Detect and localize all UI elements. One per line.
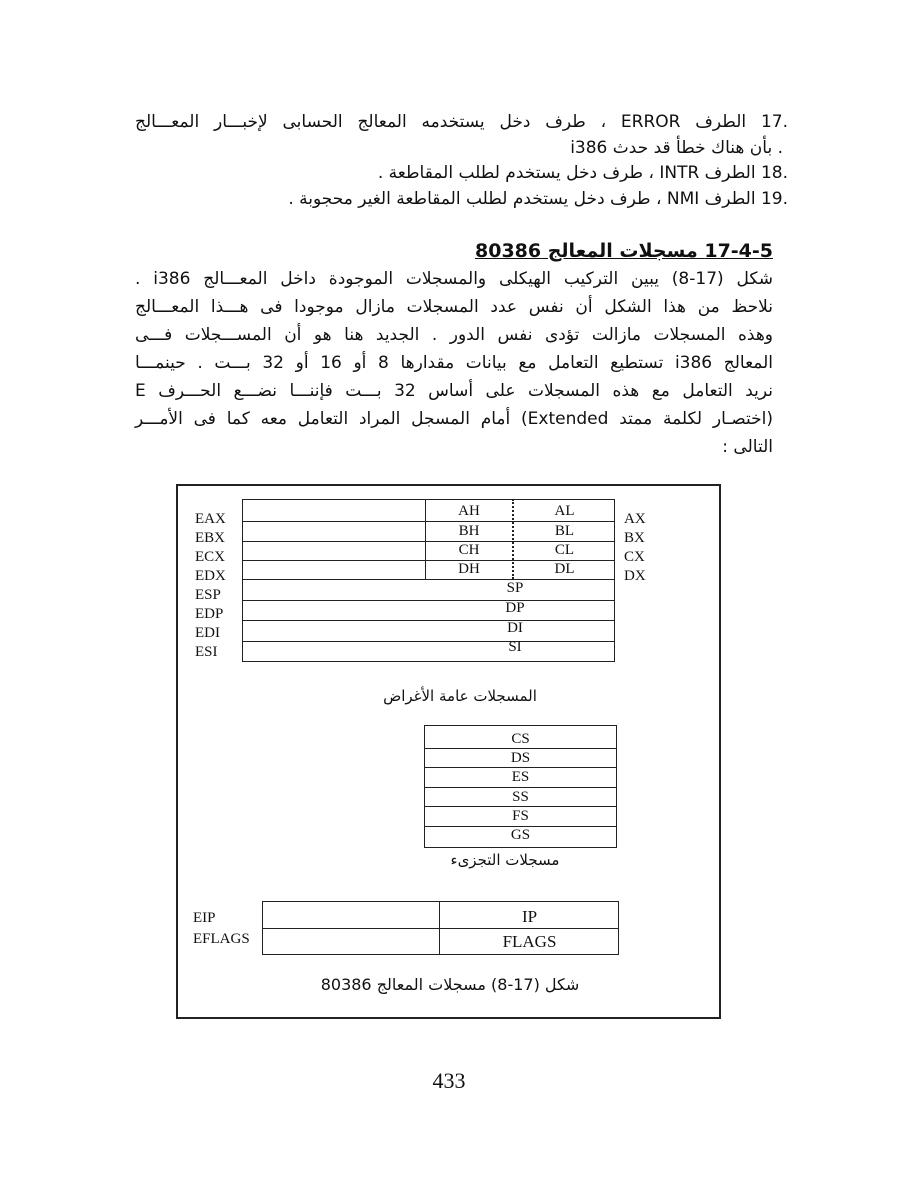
cell-cl: CL	[554, 542, 575, 558]
cell-bh: BH	[458, 523, 480, 539]
cell-bl: BL	[554, 523, 575, 539]
ip-flags-row-line	[262, 928, 619, 929]
paragraph-line: التالى :	[722, 437, 773, 457]
reg-label-edi: EDI	[195, 625, 220, 641]
reg-label-edp: EDP	[195, 606, 224, 622]
reg-label-esi: ESI	[195, 644, 218, 660]
reg-label-eax: EAX	[195, 511, 226, 527]
reg-label-dx: DX	[624, 568, 646, 584]
figure-caption: شكل (17-8) مسجلات المعالج 80386	[320, 975, 580, 994]
paragraph-line: وهذه المسجلات مازالت تؤدى نفس الدور . الجديد هنا هو أن المســـجلات فـــى	[135, 325, 773, 345]
cell-dl: DL	[554, 561, 575, 577]
reg-label-edx: EDX	[195, 568, 226, 584]
cell-dh: DH	[458, 561, 480, 577]
seg-row-line	[424, 787, 617, 788]
segment-registers-caption: مسجلات التجزىء	[450, 851, 560, 869]
list-item-17-line1: .17 الطرف ERROR ، طرف دخل يستخدمه المعالج الحسابى لإخبـــار المعـــالج	[135, 112, 788, 132]
reg-label-bx: BX	[624, 530, 645, 546]
cell-al: AL	[554, 503, 575, 519]
cell-cs: CS	[511, 731, 530, 747]
list-item-19: .19 الطرف NMI ، طرف دخل يستخدم لطلب المقاطعة الغير محجوبة .	[288, 189, 788, 209]
cell-sp: SP	[506, 580, 524, 596]
paragraph-line: نريد التعامل مع هذه المسجلات على أساس 32 بـــت فإننـــا نضـــع الحـــرف E	[135, 381, 773, 401]
general-registers-caption: المسجلات عامة الأغراض	[383, 687, 537, 705]
section-heading: 17-4-5 مسجلات المعالج 80386	[475, 240, 773, 262]
reg-label-ebx: EBX	[195, 530, 225, 546]
cell-ah: AH	[458, 503, 480, 519]
reg-label-esp: ESP	[195, 587, 221, 603]
cell-flags: FLAGS	[502, 932, 557, 951]
seg-row-line	[424, 806, 617, 807]
reg-label-eflags: EFLAGS	[193, 931, 250, 947]
cell-fs: FS	[512, 808, 529, 824]
cell-ip: IP	[521, 907, 538, 926]
seg-row-line	[424, 748, 617, 749]
cell-si: SI	[508, 639, 522, 655]
cell-ch: CH	[458, 542, 480, 558]
paragraph-line: شكل (17-8) يبين التركيب الهيكلى والمسجلات الموجودة داخل المعـــالج i386 .	[135, 269, 774, 289]
grid-row-line	[242, 521, 615, 522]
page-number: 433	[432, 1068, 466, 1093]
cell-es: ES	[511, 769, 530, 785]
paragraph-line: نلاحظ من هذا الشكل أن نفس عدد المسجلات مازال موجودا فى هـــذا المعـــالج	[135, 297, 773, 317]
list-item-17-line2: i386 بأن هناك خطأ قد حدث .	[570, 138, 783, 158]
reg-label-ax: AX	[624, 511, 646, 527]
cell-dp: DP	[505, 600, 525, 616]
cell-ss: SS	[512, 789, 529, 805]
reg-label-cx: CX	[624, 549, 645, 565]
paragraph-line: المعالج i386 تستطيع التعامل مع بيانات مقدارها 8 أو 16 أو 32 بـــت . حينمـــا	[135, 353, 773, 373]
reg-label-ecx: ECX	[195, 549, 225, 565]
cell-ds: DS	[510, 750, 531, 766]
cell-gs: GS	[510, 827, 531, 843]
seg-row-line	[424, 767, 617, 768]
list-item-18: .18 الطرف INTR ، طرف دخل يستخدم لطلب المقاطعة .	[377, 163, 788, 183]
reg-label-eip: EIP	[193, 910, 216, 926]
paragraph-line: (اختصـار لكلمة ممتد Extended) أمام المسجل المراد التعامل معه كما فى الأمـــر	[135, 409, 773, 429]
cell-di: DI	[507, 620, 523, 636]
